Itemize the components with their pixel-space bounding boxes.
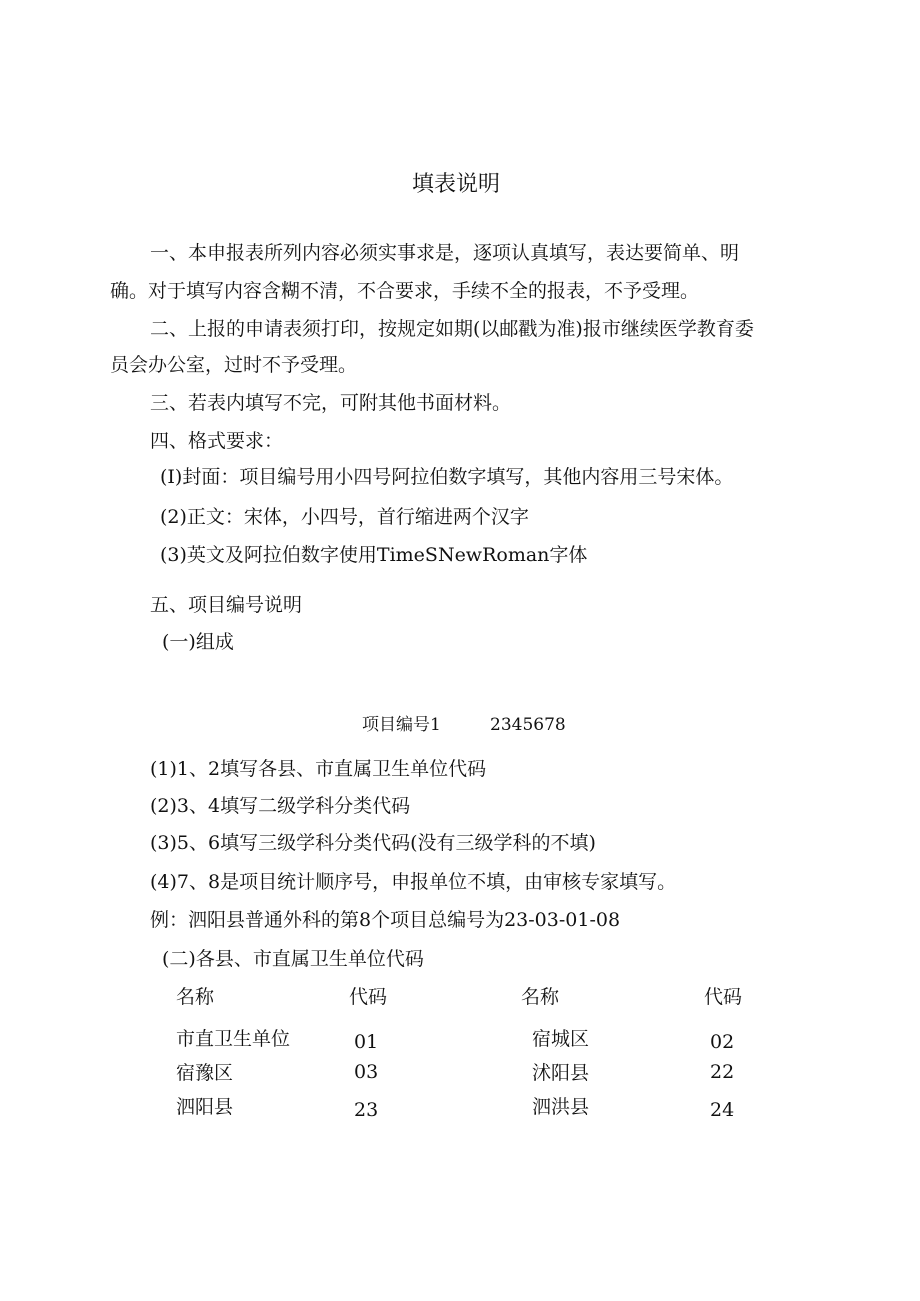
section-unit-codes: (二)各县、市直属卫生单位代码 <box>162 948 424 970</box>
project-number-digits: 2345678 <box>490 715 566 735</box>
unit-code: 24 <box>710 1099 735 1121</box>
item-1-line-1: 一、本申报表所列内容必须实事求是，逐项认真填写，表达要简单、明 <box>150 242 740 264</box>
column-header-code: 代码 <box>349 986 388 1008</box>
column-header-code: 代码 <box>704 986 743 1008</box>
item-5: 五、项目编号说明 <box>150 594 303 616</box>
unit-name: 沭阳县 <box>532 1062 590 1084</box>
item-2-line-2: 员会办公室，过时不予受理。 <box>110 354 358 376</box>
page-title: 填表说明 <box>412 172 501 197</box>
section-composition: (一)组成 <box>162 631 234 653</box>
explanation-item: (4)7、8是项目统计顺序号，申报单位不填，由审核专家填写。 <box>150 871 677 893</box>
unit-code: 23 <box>354 1099 379 1121</box>
unit-name: 泗阳县 <box>176 1096 234 1118</box>
unit-code: 02 <box>710 1031 735 1053</box>
item-1-line-2: 确。对于填写内容含糊不清，不合要求，手续不全的报表，不予受理。 <box>110 280 700 302</box>
format-rule-3: (3)英文及阿拉伯数字使用TimeSNewRoman字体 <box>160 544 588 566</box>
item-3: 三、若表内填写不完，可附其他书面材料。 <box>150 392 512 414</box>
format-rule-1: (I)封面：项目编号用小四号阿拉伯数字填写，其他内容用三号宋体。 <box>160 466 734 488</box>
explanation-item: (2)3、4填写二级学科分类代码 <box>150 795 411 817</box>
unit-name: 泗洪县 <box>532 1096 590 1118</box>
item-2-line-1: 二、上报的申请表须打印，按规定如期(以邮戳为准)报市继续医学教育委 <box>150 318 754 340</box>
unit-name: 宿豫区 <box>176 1062 234 1084</box>
unit-name: 宿城区 <box>532 1028 590 1050</box>
project-number-label: 项目编号1 <box>362 715 441 735</box>
explanation-item: (1)1、2填写各县、市直属卫生单位代码 <box>150 758 487 780</box>
column-header-name: 名称 <box>521 986 560 1008</box>
unit-name: 市直卫生单位 <box>176 1028 291 1050</box>
explanation-item: (3)5、6填写三级学科分类代码(没有三级学科的不填) <box>150 832 596 854</box>
unit-code: 03 <box>354 1061 379 1083</box>
column-header-name: 名称 <box>176 986 215 1008</box>
item-4: 四、格式要求： <box>150 430 284 452</box>
format-rule-2: (2)正文：宋体，小四号，首行缩进两个汉字 <box>160 506 529 528</box>
unit-code: 01 <box>354 1031 379 1053</box>
unit-code: 22 <box>710 1061 735 1083</box>
example-text: 例：泗阳县普通外科的第8个项目总编号为23-03-01-08 <box>150 909 621 931</box>
